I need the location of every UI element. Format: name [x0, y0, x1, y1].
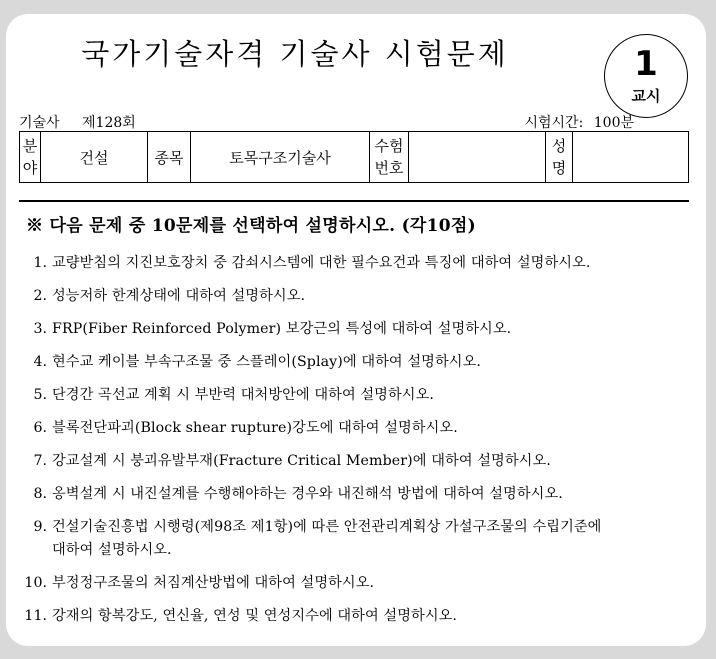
question-number: 1. — [33, 255, 47, 271]
question-item — [20, 539, 602, 562]
item-label: 종목 — [148, 132, 191, 183]
exam-category: 기술사 — [19, 115, 60, 131]
exam-no-label-1: 수험 — [374, 137, 404, 155]
question-number: 11. — [24, 608, 47, 624]
question-text: 옹벽설계 시 내진설계를 수행해야하는 경우와 내진해석 방법에 대하여 설명하시오. — [52, 486, 563, 502]
item-value: 토목구조기술사 — [191, 132, 370, 183]
field-value: 건설 — [41, 132, 148, 183]
page-title: 국가기술자격 기술사 시험문제 — [81, 37, 509, 71]
name-label-2: 명 — [551, 159, 567, 177]
exam-info-table — [19, 131, 689, 183]
question-number — [20, 539, 52, 562]
exam-no-label-cell — [370, 132, 409, 183]
question-text: 건설기술진흥법 시행령(제98조 제1항)에 따른 안전관리계획상 가설구조물의 수립기준에 — [52, 519, 602, 535]
question-item — [20, 417, 602, 440]
question-item — [20, 516, 602, 539]
exam-meta — [19, 112, 136, 132]
question-number: 8. — [33, 486, 47, 502]
name-label-1: 성 — [551, 137, 567, 155]
exam-no-value[interactable] — [409, 132, 546, 183]
exam-round: 제128회 — [82, 115, 136, 131]
exam-time-value: 100분 — [593, 115, 634, 131]
divider — [19, 200, 689, 202]
question-number: 9. — [33, 519, 47, 535]
question-item — [20, 384, 602, 407]
question-number: 5. — [33, 387, 47, 403]
session-label: 교시 — [631, 87, 661, 105]
question-text: 블록전단파괴(Block shear rupture)강도에 대하여 설명하시오. — [52, 420, 458, 436]
exam-no-label-2: 번호 — [374, 159, 404, 177]
question-item — [20, 252, 602, 275]
question-number: 6. — [33, 420, 47, 436]
question-text: 강재의 항복강도, 연신율, 연성 및 연성지수에 대하여 설명하시오. — [52, 608, 458, 624]
question-text: 부정정구조물의 처짐계산방법에 대하여 설명하시오. — [52, 575, 375, 591]
exam-time — [524, 112, 634, 132]
name-label-cell — [546, 132, 573, 183]
session-number: 1 — [634, 44, 658, 84]
question-text: 강교설계 시 붕괴유발부재(Fracture Critical Member)에 대하여 설명하시오. — [52, 453, 551, 469]
question-text: 단경간 곡선교 계획 시 부반력 대처방안에 대하여 설명하시오. — [52, 387, 435, 403]
field-label-cell — [20, 132, 41, 183]
question-item — [20, 483, 602, 506]
question-list — [20, 252, 602, 638]
question-number: 2. — [33, 288, 47, 304]
question-text: 현수교 케이블 부속구조물 중 스플레이(Splay)에 대하여 설명하시오. — [52, 354, 481, 370]
field-label-2: 야 — [22, 159, 38, 177]
name-value[interactable] — [573, 132, 689, 183]
question-item — [20, 450, 602, 473]
exam-paper — [6, 14, 706, 646]
instruction: ※ 다음 문제 중 10문제를 선택하여 설명하시오. (각10점) — [26, 216, 476, 236]
field-label-1: 분 — [22, 137, 38, 155]
question-item — [20, 605, 602, 628]
session-badge — [604, 34, 688, 118]
question-number: 4. — [33, 354, 47, 370]
question-item — [20, 351, 602, 374]
question-text: 성능저하 한계상태에 대하여 설명하시오. — [52, 288, 306, 304]
question-item — [20, 572, 602, 595]
question-text: FRP(Fiber Reinforced Polymer) 보강근의 특성에 대하여 설명하시오. — [52, 321, 512, 337]
question-number: 10. — [24, 575, 47, 591]
question-text: 교량받침의 지진보호장치 중 감쇠시스템에 대한 필수요건과 특징에 대하여 설명하시오. — [52, 255, 591, 271]
question-text: 대하여 설명하시오. — [52, 542, 172, 558]
exam-time-label: 시험시간: — [524, 115, 584, 131]
question-number: 3. — [33, 321, 47, 337]
question-item — [20, 318, 602, 341]
question-number: 7. — [33, 453, 47, 469]
question-item — [20, 285, 602, 308]
